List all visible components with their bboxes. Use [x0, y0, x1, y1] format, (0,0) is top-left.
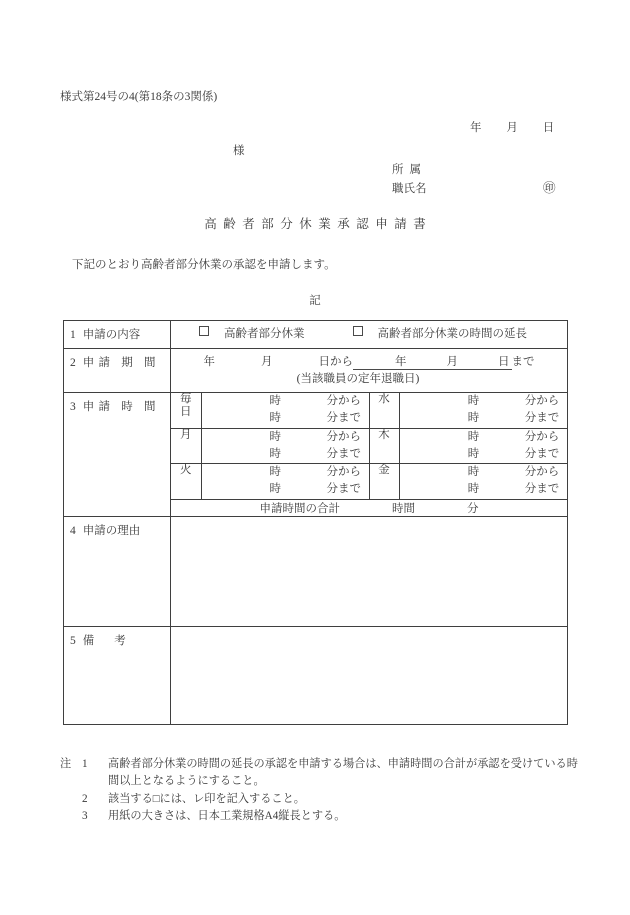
day-label-thursday: 木 [369, 428, 399, 464]
period-end-day: 日 [498, 356, 510, 368]
table-row [64, 321, 568, 349]
hour-unit: 時 [467, 395, 480, 407]
time-row-tuesday [171, 464, 567, 500]
checkbox-label-partial-leave: 高齢者部分休業 [224, 328, 305, 340]
checkbox-extension[interactable] [353, 326, 363, 336]
time-input-everyday[interactable] [201, 393, 369, 428]
row-number: 2 [70, 357, 76, 369]
from-unit: 分から [326, 395, 361, 407]
footnote-number: 3 [82, 810, 88, 823]
from-unit: 分から [524, 395, 560, 407]
addressee-honorific: 様 [233, 145, 245, 157]
footnote-text: 用紙の大きさは、日本工業規格A4縦長とする。 [108, 810, 346, 823]
from-unit: 分から [524, 430, 560, 443]
footnote-text: 該当する□には、レ印を記入すること。 [108, 792, 305, 805]
date-day: 日 [542, 122, 555, 134]
footnote-head: 注 [60, 758, 72, 770]
total-hour-unit: 時間 [392, 502, 415, 515]
day-label-tuesday: 火 [171, 464, 201, 500]
to-unit: 分まで [524, 412, 560, 425]
date-year: 年 [470, 122, 482, 134]
time-input-tuesday[interactable] [201, 464, 369, 500]
table-row [64, 393, 568, 517]
ki-marker: 記 [309, 295, 321, 307]
time-total-row [171, 499, 567, 516]
period-end-month: 月 [446, 356, 458, 368]
row-label-application-time [64, 393, 171, 517]
from-unit: 分から [524, 466, 560, 478]
row-number: 4 [70, 524, 76, 537]
footnote-item [60, 791, 580, 808]
row-number: 1 [70, 329, 76, 341]
hour-unit: 時 [269, 395, 281, 407]
row-label-text: 申請の理由 [82, 524, 141, 537]
total-label: 申請時間の合計 [259, 502, 340, 515]
from-unit: 分から [326, 430, 361, 443]
period-start-month: 月 [261, 356, 273, 368]
application-time-cell [171, 393, 568, 517]
hour-unit: 時 [467, 483, 480, 496]
time-input-thursday[interactable] [399, 428, 567, 464]
hour-unit: 時 [467, 447, 480, 460]
time-row-everyday [171, 393, 567, 428]
day-label-wednesday: 水 [369, 393, 399, 428]
remarks-input[interactable] [171, 626, 568, 724]
checkbox-partial-leave[interactable] [199, 326, 209, 336]
period-end-year: 年 [395, 356, 407, 368]
total-minute-unit: 分 [467, 502, 479, 515]
time-input-wednesday[interactable] [399, 393, 567, 428]
row-label-reason [64, 516, 171, 626]
hour-unit: 時 [467, 412, 480, 425]
day-label-friday: 金 [369, 464, 399, 500]
row-number: 3 [70, 401, 76, 413]
period-start-year: 年 [203, 356, 215, 368]
time-row-monday [171, 428, 567, 464]
period-made: まで [511, 356, 535, 368]
lead-sentence: 下記のとおり高齢者部分休業の承認を申請します。 [72, 259, 336, 271]
form-number: 様式第24号の4(第18条の3関係) [60, 91, 218, 103]
row-label-text: 申請 期 間 [82, 357, 160, 369]
to-unit: 分まで [524, 447, 560, 460]
row-label-text: 申請の内容 [82, 329, 141, 341]
footnote-item [60, 756, 580, 791]
hour-unit: 時 [467, 430, 480, 443]
period-note: (当該職員の定年退職日) [296, 372, 420, 385]
hour-unit: 時 [269, 430, 281, 443]
reason-input[interactable] [171, 516, 568, 626]
jobname-label: 職氏名 [392, 183, 427, 195]
row-label-remarks [64, 626, 171, 724]
seal-stamp-icon: ㊞ [543, 181, 556, 195]
hour-unit: 時 [269, 447, 281, 460]
application-table [63, 320, 568, 725]
to-unit: 分まで [326, 447, 361, 460]
period-end-input[interactable] [353, 356, 512, 370]
day-label-everyday: 毎 日 [171, 393, 201, 428]
time-input-monday[interactable] [201, 428, 369, 464]
row-label-application-content [64, 321, 171, 349]
row-label-application-period [64, 349, 171, 393]
to-unit: 分まで [326, 412, 361, 425]
page-title: 高齢者部分休業承認申請書 [204, 217, 433, 231]
footnote-text: 高齢者部分休業の時間の延長の承認を申請する場合は、申請時間の合計が承認を受けている時間以上となるようにすること。 [108, 758, 578, 788]
time-grid [171, 393, 567, 516]
checkbox-label-extension: 高齢者部分休業の時間の延長 [377, 328, 527, 340]
to-unit: 分まで [524, 483, 560, 496]
day-label-monday: 月 [171, 428, 201, 464]
time-total-cell[interactable] [171, 499, 567, 516]
row-number: 5 [70, 634, 76, 647]
footnote-number: 1 [82, 758, 88, 770]
table-row [64, 516, 568, 626]
hour-unit: 時 [467, 466, 480, 478]
date-month: 月 [506, 122, 518, 134]
hour-unit: 時 [269, 466, 281, 478]
footnotes [60, 756, 580, 825]
row-label-text: 申請 時 間 [82, 401, 160, 413]
row-label-text: 備考 [82, 634, 146, 647]
to-unit: 分まで [326, 483, 361, 496]
hour-unit: 時 [269, 483, 281, 496]
date-line [470, 119, 554, 135]
application-period-cell [171, 349, 568, 393]
hour-unit: 時 [269, 412, 281, 425]
footnote-number: 2 [82, 792, 88, 805]
from-unit: 分から [326, 466, 361, 478]
period-start-day: 日から [318, 356, 353, 368]
table-row [64, 626, 568, 724]
footnote-item [60, 808, 580, 825]
table-row [64, 349, 568, 393]
affiliation-label: 所属 [392, 164, 427, 176]
application-content-cell [171, 321, 568, 349]
time-input-friday[interactable] [399, 464, 567, 500]
